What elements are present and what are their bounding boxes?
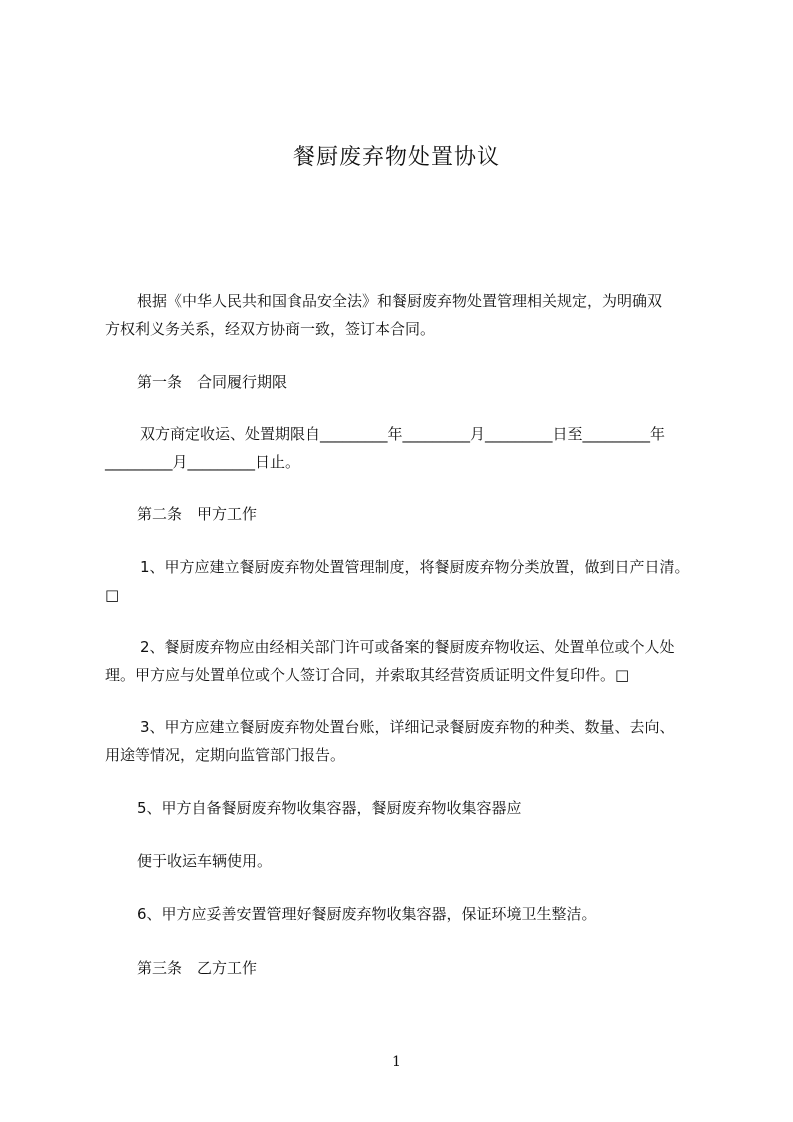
article1-heading: 第一条 合同履行期限 <box>137 373 288 391</box>
article2-item1-line-1: 1、甲方应建立餐厨废弃物处置管理制度，将餐厨废弃物分类放置，做到日产日清。 <box>140 558 690 576</box>
article2-item5-line-1: 5、甲方自备餐厨废弃物收集容器，餐厨废弃物收集容器应 <box>137 799 522 817</box>
article2-heading: 第二条 甲方工作 <box>137 505 258 523</box>
article2-item2-line-2: 理。甲方应与处置单位或个人签订合同，并索取其经营资质证明文件复印件。□ <box>105 666 630 684</box>
article2-item2-line-1: 2、餐厨废弃物应由经相关部门许可或备案的餐厨废弃物收运、处置单位或个人处 <box>140 638 675 656</box>
article2-item3-line-2: 用途等情况，定期向监管部门报告。 <box>105 746 346 764</box>
article2-item1-line-2: □ <box>105 586 120 604</box>
article2-item3-line-1: 3、甲方应建立餐厨废弃物处置台账，详细记录餐厨废弃物的种类、数量、去向、 <box>140 718 675 736</box>
article2-item5-line-2: 便于收运车辆使用。 <box>137 852 273 870</box>
preamble-line-1: 根据《中华人民共和国食品安全法》和餐厨废弃物处置管理相关规定，为明确双 <box>137 292 663 310</box>
article1-line-2: _________月_________日止。 <box>105 453 301 471</box>
article1-line-1: 双方商定收运、处置期限自_________年_________月_________日至_________年 <box>140 425 666 443</box>
article2-item6: 6、甲方应妥善安置管理好餐厨废弃物收集容器，保证环境卫生整洁。 <box>137 905 597 923</box>
document-title: 餐厨废弃物处置协议 <box>292 145 500 170</box>
page-number: 1 <box>392 1054 401 1070</box>
preamble-line-2: 方权利义务关系，经双方协商一致，签订本合同。 <box>105 320 436 338</box>
article3-heading: 第三条 乙方工作 <box>137 959 258 977</box>
